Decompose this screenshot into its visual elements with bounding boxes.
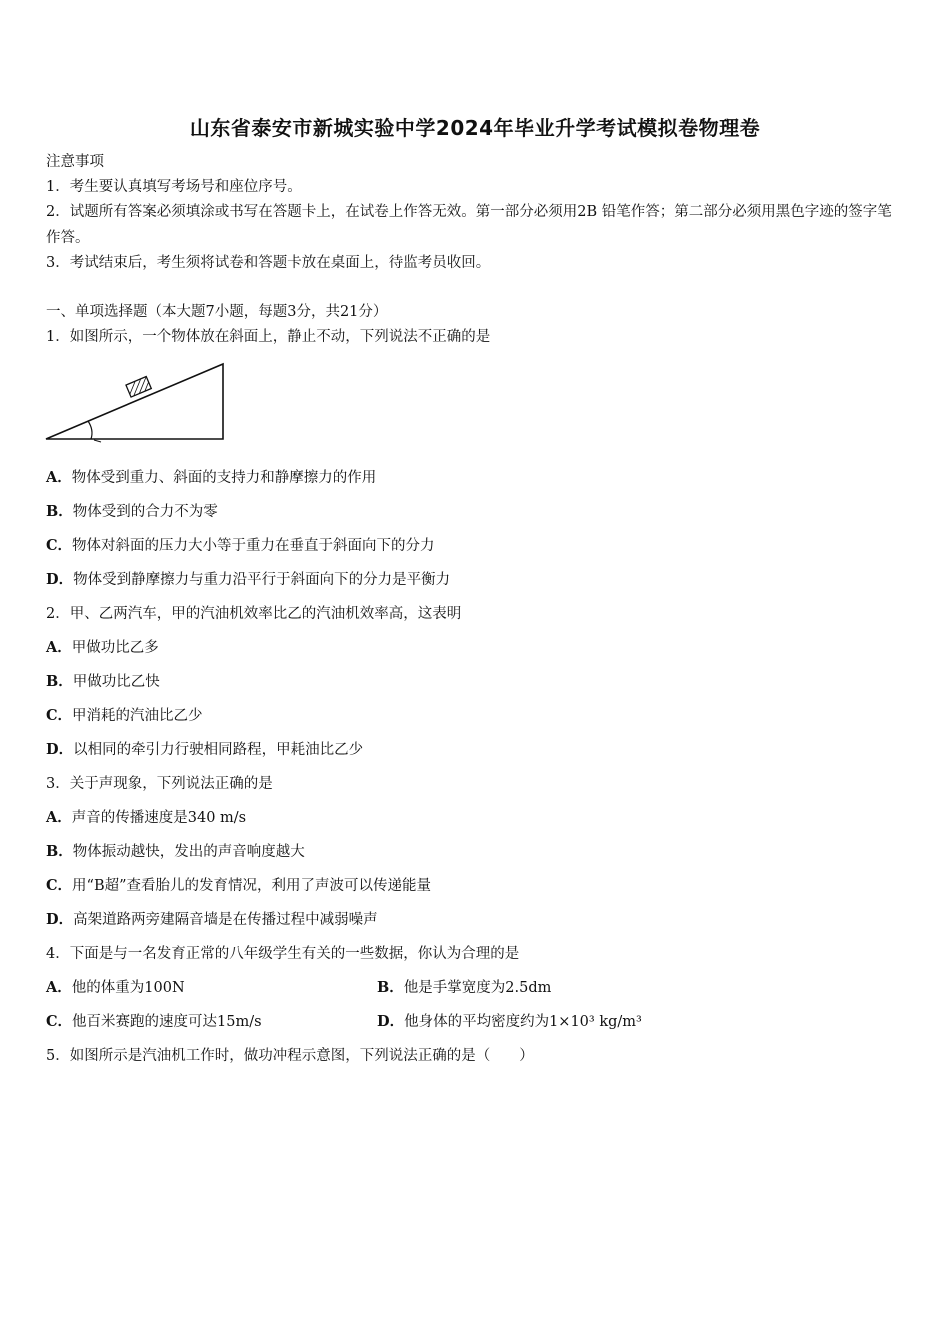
question-stem: 1．如图所示，一个物体放在斜面上，静止不动，下列说法不正确的是 — [46, 329, 491, 345]
question-stem: 5．如图所示是汽油机工作时，做功冲程示意图，下列说法正确的是（ ） — [46, 1048, 534, 1064]
option[interactable]: C．甲消耗的汽油比乙少 — [46, 707, 203, 724]
option[interactable]: C．用“B超”查看胎儿的发育情况，利用了声波可以传递能量 — [46, 877, 432, 894]
option[interactable]: C．物体对斜面的压力大小等于重力在垂直于斜面向下的分力 — [46, 537, 435, 554]
page-title: 山东省泰安市新城实验中学2024年毕业升学考试模拟卷物理卷 — [189, 116, 761, 140]
option[interactable]: D．他身体的平均密度约为1×10³ kg/m³ — [377, 1013, 642, 1030]
option[interactable]: B．甲做功比乙快 — [46, 673, 160, 690]
incline-figure — [44, 360, 226, 444]
option[interactable]: A．物体受到重力、斜面的支持力和静摩擦力的作用 — [46, 469, 377, 486]
option[interactable]: A．甲做功比乙多 — [46, 639, 159, 656]
option[interactable]: D．高架道路两旁建隔音墙是在传播过程中减弱噪声 — [46, 911, 378, 928]
option[interactable]: A．声音的传播速度是340 m/s — [46, 809, 247, 826]
notice-item: 3．考试结束后，考生须将试卷和答题卡放在桌面上，待监考员收回。 — [46, 255, 491, 271]
notice-item: 2．试题所有答案必须填涂或书写在答题卡上，在试卷上作答无效。第一部分必须用2B 铅笔作答；第二部分必须用黑色字迹的签字笔作答。 — [46, 204, 892, 246]
section-heading: 一、单项选择题（本大题7小题，每题3分，共21分） — [46, 304, 388, 320]
option[interactable]: B．他是手掌宽度为2.5dm — [377, 979, 552, 996]
option[interactable]: B．物体振动越快，发出的声音响度越大 — [46, 843, 305, 860]
option[interactable]: A．他的体重为100N — [46, 979, 185, 996]
notice-item: 1．考生要认真填写考场号和座位序号。 — [46, 179, 302, 195]
incline-triangle — [46, 364, 223, 439]
question-stem: 4．下面是与一名发育正常的八年级学生有关的一些数据，你认为合理的是 — [46, 946, 520, 962]
angle-tick — [94, 440, 101, 442]
option[interactable]: D．以相同的牵引力行驶相同路程，甲耗油比乙少 — [46, 741, 364, 758]
notice-heading: 注意事项 — [46, 154, 104, 170]
option[interactable]: D．物体受到静摩擦力与重力沿平行于斜面向下的分力是平衡力 — [46, 571, 451, 588]
angle-arc — [88, 421, 92, 439]
question-stem: 2．甲、乙两汽车，甲的汽油机效率比乙的汽油机效率高，这表明 — [46, 606, 462, 622]
option[interactable]: B．物体受到的合力不为零 — [46, 503, 218, 520]
question-stem: 3．关于声现象，下列说法正确的是 — [46, 776, 273, 792]
option[interactable]: C．他百米赛跑的速度可达15m/s — [46, 1013, 262, 1030]
